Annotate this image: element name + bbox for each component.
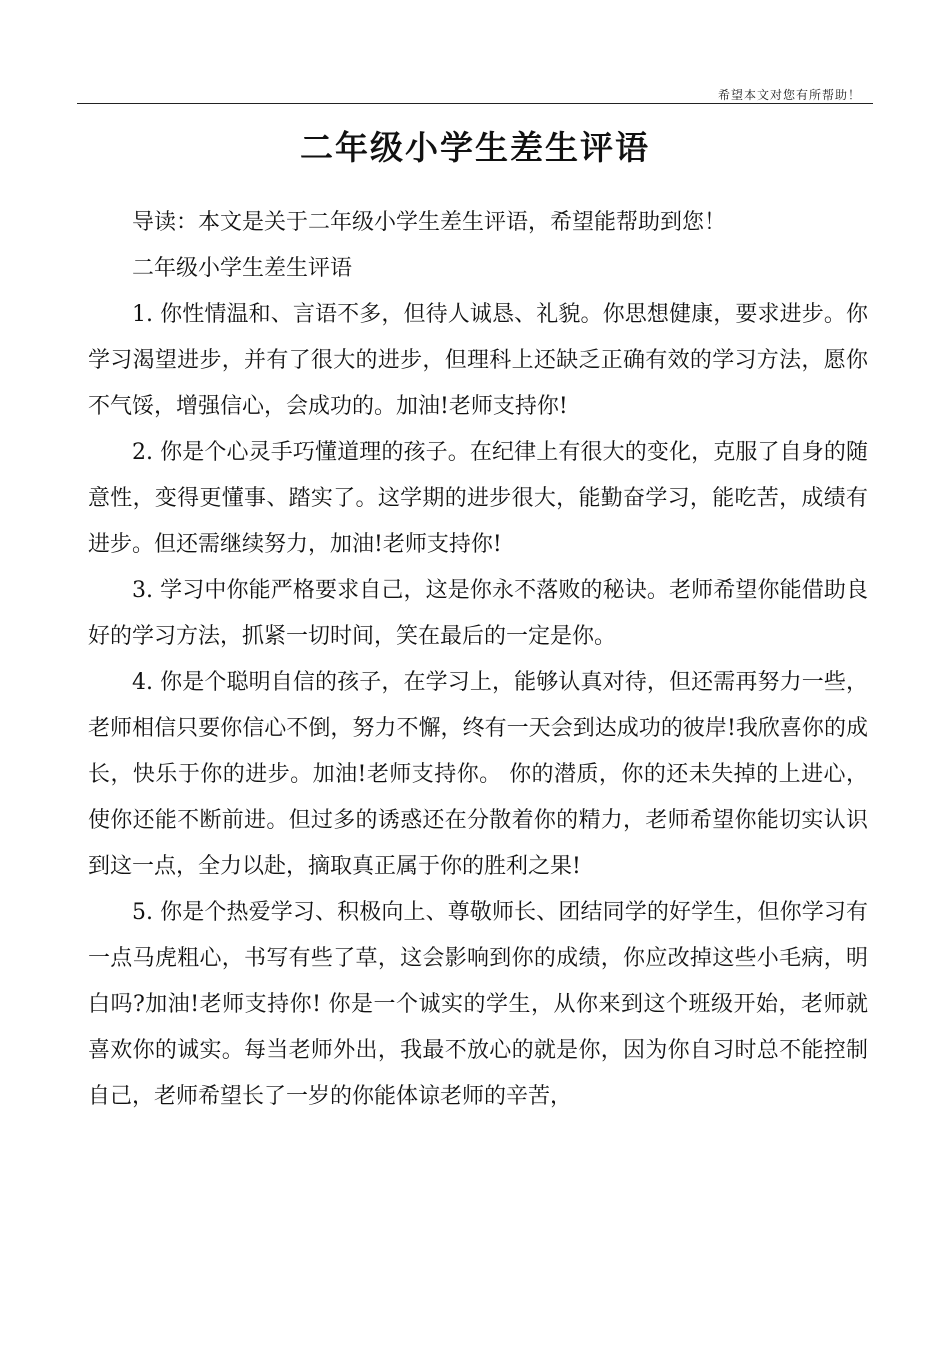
section-heading: 二年级小学生差生评语: [132, 256, 353, 281]
comment-paragraph-4: 4. 你是个聪明自信的孩子，在学习上，能够认真对待，但还需再努力一些，老师相信只要你信心不倒，努力不懈，终有一天会到达成功的彼岸!我欣喜你的成长，快乐于你的进步。加油!老师支持你。 你的潜质，你的还未失掉的上进心，使你还能不断前进。但过多的诱惑还在分散着你的精力，老师希望你能切实认识到这一点，全力以赴，摘取真正属于你的胜利之果!: [88, 670, 868, 879]
header-note: 希望本文对您有所帮助！: [717, 88, 861, 102]
comment-paragraph-2: 2. 你是个心灵手巧懂道理的孩子。在纪律上有很大的变化，克服了自身的随意性，变得更懂事、踏实了。这学期的进步很大，能勤奋学习，能吃苦，成绩有进步。但还需继续努力，加油!老师支持你!: [88, 440, 868, 557]
comment-paragraph-3: 3. 学习中你能严格要求自己，这是你永不落败的秘诀。老师希望你能借助良好的学习方法，抓紧一切时间，笑在最后的一定是你。: [88, 578, 868, 649]
document-title: 二年级小学生差生评语: [300, 128, 650, 167]
page-header: [77, 0, 873, 104]
document-body: [88, 200, 868, 1120]
comment-paragraph-5: 5. 你是个热爱学习、积极向上、尊敬师长、团结同学的好学生，但你学习有一点马虎粗心，书写有些了草，这会影响到你的成绩，你应改掉这些小毛病，明白吗?加油!老师支持你! 你是一个诚实的学生，从你来到这个班级开始，老师就喜欢你的诚实。每当老师外出，我最不放心的就是你，因为你自习时总不能控制自己，老师希望长了一岁的你能体谅老师的辛苦，: [88, 900, 868, 1109]
intro-paragraph: 导读：本文是关于二年级小学生差生评语，希望能帮助到您！: [132, 210, 727, 235]
comment-paragraph-1: 1. 你性情温和、言语不多，但待人诚恳、礼貌。你思想健康，要求进步。你学习渴望进步，并有了很大的进步，但理科上还缺乏正确有效的学习方法，愿你不气馁，增强信心，会成功的。加油!老师支持你!: [88, 302, 868, 419]
